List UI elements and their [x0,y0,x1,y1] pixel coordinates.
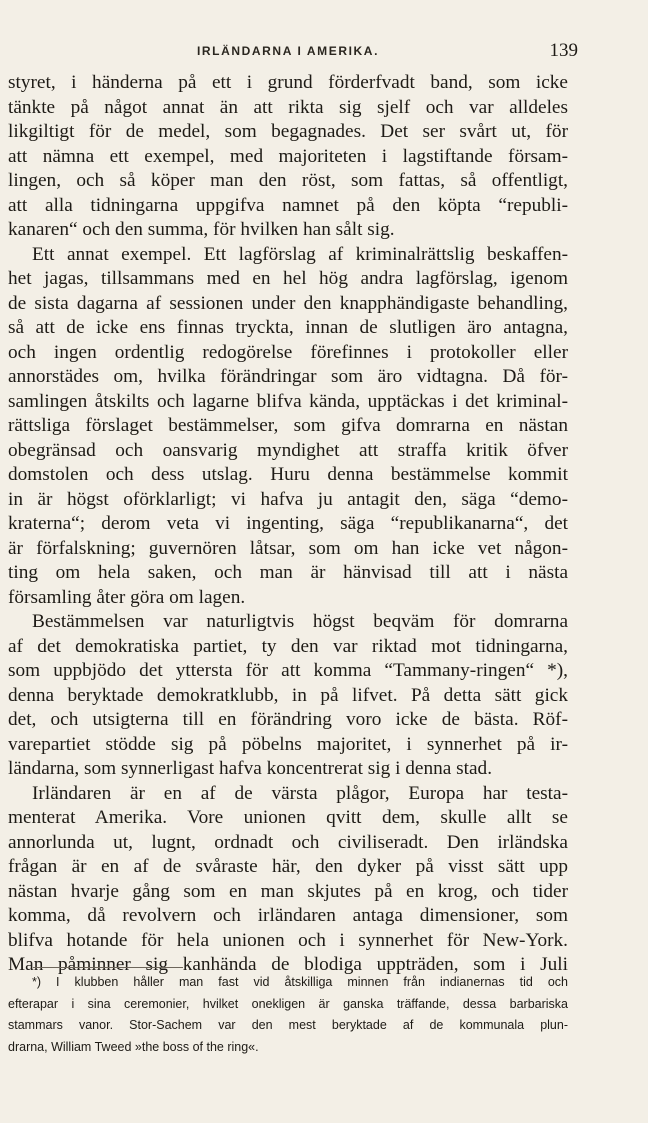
text-line: tänkte på något annat än att rikta sig sjelf och var alldeles [8,96,568,118]
text-line: likgiltigt för de medel, som begagnades. Det ser svårt ut, för [8,121,568,142]
body-text [8,71,568,978]
text-line: domstolen och dess utslag. Huru denna bestämmelse kommit [8,464,568,485]
text-line: varepartiet stödde sig på pöbelns majoritet, i synnerhet på ir- [8,733,568,755]
text-line: rättsliga förslaget bestämmelser, som gifva domrarna en nästan [8,415,568,436]
text-line: menterat Amerika. Vore unionen qvitt dem, skulle allt se [8,807,568,828]
text-line: denna beryktade demokratklubb, in på lifvet. På detta sätt gick [8,684,568,706]
text-line: att alla tidningarna uppgifva namnet på den köpta “republi- [8,194,568,216]
text-line: och ingen ordentlig redogörelse förefinnes i protokoller eller [8,341,568,363]
text-line: kraterna“; derom veta vi ingenting, säga “republikanarna“, det [8,513,568,534]
text-line: Man påminner sig kanhända de blodiga uppträden, som i Juli [8,954,568,975]
footnote-line: stammars vanor. Stor-Sachem var den mest beryktade af de kommunala plun- [8,1018,568,1032]
text-line: är förfalskning; guvernören låtsar, som om han icke vet någon- [8,537,568,559]
text-line: annorlunda ut, lugnt, ordnadt och civiliseradt. Den irländska [8,831,568,853]
text-line: Bestämmelsen var naturligtvis högst beqväm för domrarna [32,611,568,632]
text-line: blifva hotande för hela unionen och i synnerhet för New-York. [8,929,568,951]
page-number: 139 [549,40,578,61]
text-line: som uppbjödo det yttersta för att komma “Tammany-ringen“ *), [8,660,568,681]
text-line: Ett annat exempel. Ett lagförslag af kriminalrättslig beskaffen- [32,243,568,265]
footnote-line: drarna, William Tweed »the boss of the ring«. [8,1039,259,1054]
text-line: lingen, och så köper man den röst, som fattas, så offentligt, [8,170,568,191]
text-line: så att de icke ens finnas tryckta, innan de slutligen äro antagna, [8,317,568,338]
text-line: de sista dagarna af sessionen under den knapphändigaste behandling, [8,292,568,314]
text-line: obegränsad och oansvarig myndighet att straffa kritik öfver [8,439,568,461]
text-line: församling åter göra om lagen. [8,586,246,608]
running-head: IRLÄNDARNA I AMERIKA. [196,44,380,58]
text-line: af det demokratiska partiet, ty den var riktad mot tidningarna, [8,635,568,657]
text-line: ting om hela saken, och man är hänvisad till att i nästa [8,562,568,583]
footnote-line: efterapar i sina ceremonier, hvilket onekligen är ganska träffande, dessa barbariska [8,996,568,1011]
text-line: ländarna, som synnerligast hafva koncentrerat sig i denna stad. [8,758,493,779]
text-line: nästan hvarje gång som en man skjutes på en krog, och tider [8,880,568,902]
text-line: samlingen åtskilts och lagarne blifva kända, upptäckas i det kriminal- [8,390,568,412]
text-line: styret, i händerna på ett i grund förderfvadt band, som icke [8,72,568,93]
text-line: het jagas, tillsammans med en hel hög andra lagförslag, igenom [8,268,568,289]
footnote [8,972,568,1058]
footnote-divider [33,967,183,968]
text-line: in är högst oförklarligt; vi hafva ju antagit den, säga “demo- [8,488,568,510]
page-header [8,40,578,66]
text-line: Irländaren är en af de värsta plågor, Europa har testa- [32,782,568,804]
text-line: komma, då revolvern och irländaren antaga dimensioner, som [8,905,568,926]
text-line: det, och utsigterna till en förändring voro icke de bästa. Röf- [8,709,568,730]
text-line: frågan är en af de svåraste här, den dyker på visst sätt upp [8,856,568,877]
text-line: kanaren“ och den summa, för hvilken han sålt sig. [8,219,395,240]
text-line: annorstädes om, hvilka förändringar som äro vidtagna. Då för- [8,366,568,387]
text-line: att nämna ett exempel, med majoriteten i lagstiftande försam- [8,145,568,167]
footnote-line: *) I klubben håller man fast vid åtskilliga minnen från indianernas tid och [32,975,568,989]
